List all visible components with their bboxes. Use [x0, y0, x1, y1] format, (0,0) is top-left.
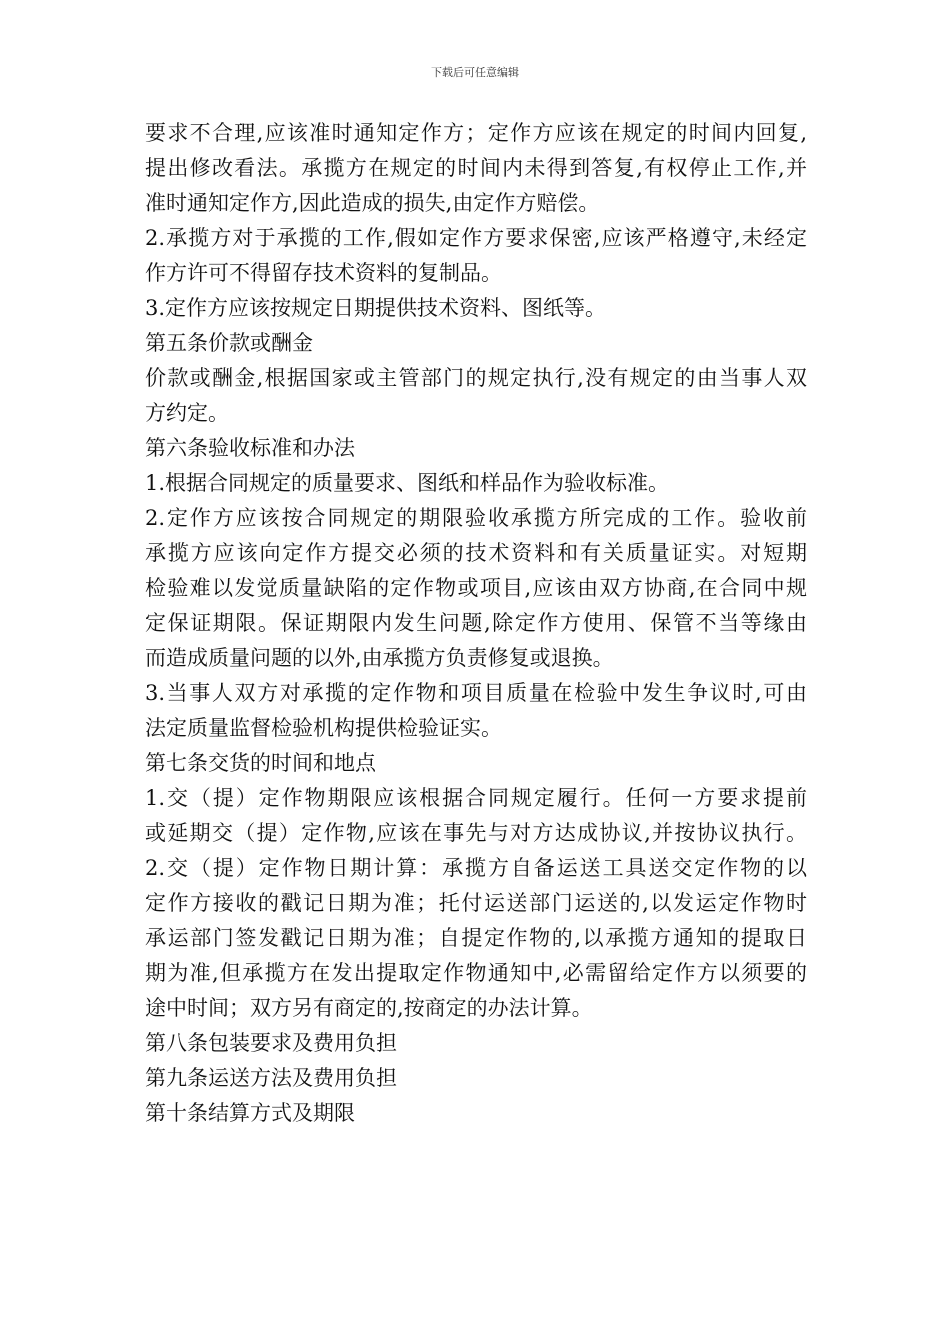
text-line: 承运部门签发戳记日期为准；自提定作物的,以承揽方通知的提取日 — [145, 926, 807, 950]
section-heading: 第七条交货的时间和地点 — [145, 751, 376, 775]
text-line: 提出修改看法。承揽方在规定的时间内未得到答复,有权停止工作,并 — [145, 156, 807, 180]
text-line: 期为准,但承揽方在发出提取定作物通知中,必需留给定作方以须要的 — [145, 961, 807, 985]
text-line: 而造成质量问题的以外,由承揽方负责修复或退换。 — [145, 646, 614, 670]
text-line: 价款或酬金,根据国家或主管部门的规定执行,没有规定的由当事人双 — [145, 366, 807, 390]
text-line: 1.交（提）定作物期限应该根据合同规定履行。任何一方要求提前 — [145, 786, 807, 810]
text-line: 或延期交（提）定作物,应该在事先与对方达成协议,并按协议执行。 — [145, 821, 807, 845]
text-line: 途中时间；双方另有商定的,按商定的办法计算。 — [145, 996, 593, 1020]
section-heading: 第八条包装要求及费用负担 — [145, 1031, 397, 1055]
text-line: 定作方接收的戳记日期为准；托付运送部门运送的,以发运定作物时 — [145, 891, 807, 915]
text-line: 2.承揽方对于承揽的工作,假如定作方要求保密,应该严格遵守,未经定 — [145, 226, 807, 250]
text-line: 法定质量监督检验机构提供检验证实。 — [145, 716, 502, 740]
text-line: 3.当事人双方对承揽的定作物和项目质量在检验中发生争议时,可由 — [145, 681, 807, 705]
page-header: 下载后可任意编辑 — [431, 66, 519, 79]
section-heading: 第五条价款或酬金 — [145, 331, 313, 355]
text-line: 要求不合理,应该准时通知定作方；定作方应该在规定的时间内回复, — [145, 121, 807, 145]
text-line: 承揽方应该向定作方提交必须的技术资料和有关质量证实。对短期 — [145, 541, 807, 565]
text-line: 3.定作方应该按规定日期提供技术资料、图纸等。 — [145, 296, 607, 320]
text-line: 2.交（提）定作物日期计算：承揽方自备运送工具送交定作物的以 — [145, 856, 807, 880]
text-line: 方约定。 — [145, 401, 229, 425]
text-line: 定保证期限。保证期限内发生问题,除定作方使用、保管不当等缘由 — [145, 611, 807, 635]
text-line: 准时通知定作方,因此造成的损失,由定作方赔偿。 — [145, 191, 600, 215]
text-line: 1.根据合同规定的质量要求、图纸和样品作为验收标准。 — [145, 471, 670, 495]
section-heading: 第十条结算方式及期限 — [145, 1101, 355, 1125]
document-body — [145, 116, 807, 1131]
text-line: 检验难以发觉质量缺陷的定作物或项目,应该由双方协商,在合同中规 — [145, 576, 807, 600]
section-heading: 第九条运送方法及费用负担 — [145, 1066, 397, 1090]
text-line: 作方许可不得留存技术资料的复制品。 — [145, 261, 502, 285]
section-heading: 第六条验收标准和办法 — [145, 436, 355, 460]
text-line: 2.定作方应该按合同规定的期限验收承揽方所完成的工作。验收前 — [145, 506, 807, 530]
